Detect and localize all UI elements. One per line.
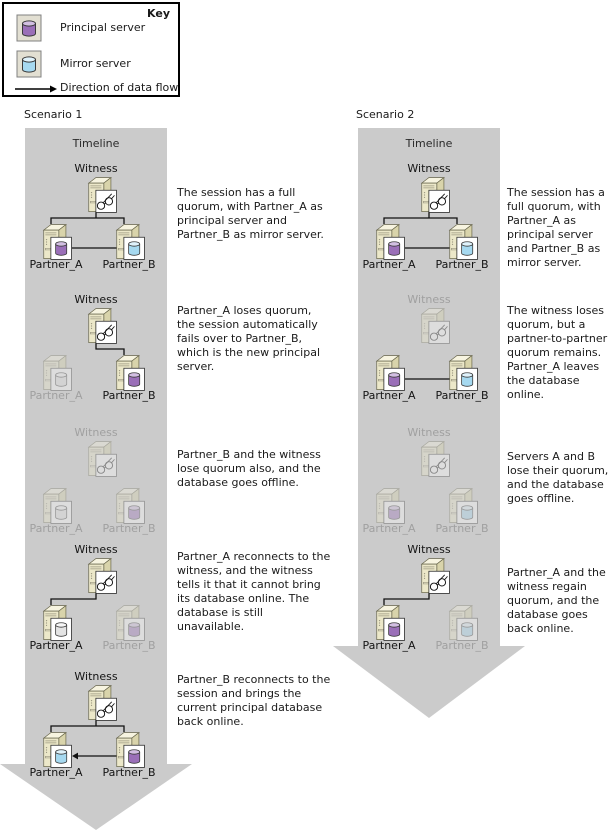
stage-description: Partner_B reconnects to the session and brings the current principal database back online. xyxy=(177,673,331,728)
database-cylinder-icon xyxy=(457,501,478,523)
partner-b-server-icon xyxy=(112,486,150,526)
partner-b-server-icon xyxy=(445,222,483,262)
stage-description: The witness loses quorum, but a partner-to-partner quorum remains. Partner_A leaves the database online. xyxy=(507,304,608,401)
partner-b-server-icon xyxy=(112,222,150,262)
scenario2-timeline-label: Timeline xyxy=(405,137,453,150)
partner-a-server-icon xyxy=(372,353,410,393)
partner-a-label: Partner_A xyxy=(362,522,416,535)
database-cylinder-icon xyxy=(124,745,145,767)
partner-b-server-icon xyxy=(112,603,150,643)
database-cylinder-icon xyxy=(384,368,405,390)
witness-server-icon xyxy=(417,306,455,346)
scenario2-stage-4 xyxy=(358,543,500,655)
scenario2-stage-2 xyxy=(358,293,500,405)
scenario2-title: Scenario 2 xyxy=(356,108,415,121)
partner-a-server-icon xyxy=(39,486,77,526)
glasses-icon xyxy=(96,571,117,593)
glasses-icon xyxy=(96,454,117,476)
database-cylinder-icon xyxy=(384,501,405,523)
stage-description: The session has a full quorum, with Partner_A as principal server and Partner_B as mirror server. xyxy=(177,186,324,241)
scenario1-stage-3 xyxy=(25,426,167,538)
partner-b-label: Partner_B xyxy=(435,258,489,271)
key-legend xyxy=(2,2,180,97)
witness-label: Witness xyxy=(407,162,451,175)
partner-b-label: Partner_B xyxy=(102,766,156,779)
partner-a-label: Partner_A xyxy=(362,639,416,652)
scenario1-timeline-label: Timeline xyxy=(72,137,120,150)
database-cylinder-icon xyxy=(124,237,145,259)
witness-label: Witness xyxy=(74,293,118,306)
database-cylinder-icon xyxy=(51,618,72,640)
partner-a-server-icon xyxy=(372,486,410,526)
partner-a-server-icon xyxy=(372,603,410,643)
partner-a-server-icon xyxy=(372,222,410,262)
data-flow-label: Direction of data flow xyxy=(60,81,179,94)
scenario2-stage-1 xyxy=(358,162,500,274)
partner-b-server-icon xyxy=(445,353,483,393)
mirror-server-icon xyxy=(16,50,42,78)
scenario1-stage-1 xyxy=(25,162,167,274)
key-title: Key xyxy=(147,7,170,20)
partner-a-server-icon xyxy=(39,730,77,770)
partner-b-server-icon xyxy=(445,603,483,643)
partner-a-server-icon xyxy=(39,353,77,393)
witness-server-icon xyxy=(417,439,455,479)
database-cylinder-icon xyxy=(51,745,72,767)
partner-a-label: Partner_A xyxy=(29,766,83,779)
glasses-icon xyxy=(429,454,450,476)
glasses-icon xyxy=(96,321,117,343)
partner-b-label: Partner_B xyxy=(435,639,489,652)
scenario1-stage-2 xyxy=(25,293,167,405)
glasses-icon xyxy=(429,321,450,343)
glasses-icon xyxy=(96,698,117,720)
partner-a-label: Partner_A xyxy=(29,522,83,535)
witness-label: Witness xyxy=(74,543,118,556)
witness-server-icon xyxy=(417,175,455,215)
partner-a-server-icon xyxy=(39,603,77,643)
partner-b-server-icon xyxy=(112,730,150,770)
database-cylinder-icon xyxy=(51,237,72,259)
scenario1-title: Scenario 1 xyxy=(24,108,83,121)
partner-a-label: Partner_A xyxy=(362,389,416,402)
stage-description: Partner_A reconnects to the witness, and the witness tells it that it cannot bring its database online. The database is still unavailable. xyxy=(177,550,331,633)
principal-server-label: Principal server xyxy=(60,21,146,34)
partner-a-label: Partner_A xyxy=(29,639,83,652)
database-cylinder-icon xyxy=(457,237,478,259)
witness-server-icon xyxy=(84,439,122,479)
scenario1-stage-5 xyxy=(25,670,167,782)
mirror-server-label: Mirror server xyxy=(60,57,131,70)
witness-label: Witness xyxy=(407,293,451,306)
glasses-icon xyxy=(429,190,450,212)
witness-server-icon xyxy=(84,556,122,596)
partner-a-label: Partner_A xyxy=(29,389,83,402)
partner-a-label: Partner_A xyxy=(362,258,416,271)
database-cylinder-icon xyxy=(384,618,405,640)
stage-description: The session has a full quorum, with Partner_A as principal server and Partner_B as mirror server. xyxy=(507,186,605,269)
database-cylinder-icon xyxy=(384,237,405,259)
witness-server-icon xyxy=(84,175,122,215)
principal-server-icon xyxy=(16,14,42,42)
data-flow-arrow-icon xyxy=(14,84,58,94)
stage-description: Partner_A and the witness regain quorum, and the database goes back online. xyxy=(507,566,606,635)
glasses-icon xyxy=(96,190,117,212)
database-cylinder-icon xyxy=(124,618,145,640)
witness-label: Witness xyxy=(407,426,451,439)
partner-b-label: Partner_B xyxy=(435,522,489,535)
partner-a-label: Partner_A xyxy=(29,258,83,271)
scenario2-stage-3 xyxy=(358,426,500,538)
witness-server-icon xyxy=(84,306,122,346)
database-cylinder-icon xyxy=(124,368,145,390)
stage-description: Partner_B and the witness lose quorum also, and the database goes offline. xyxy=(177,448,321,489)
partner-b-server-icon xyxy=(445,486,483,526)
scenario1-stage-4 xyxy=(25,543,167,655)
witness-label: Witness xyxy=(74,162,118,175)
partner-b-server-icon xyxy=(112,353,150,393)
database-cylinder-icon xyxy=(457,618,478,640)
witness-label: Witness xyxy=(74,426,118,439)
glasses-icon xyxy=(429,571,450,593)
database-cylinder-icon xyxy=(51,368,72,390)
partner-b-label: Partner_B xyxy=(102,389,156,402)
partner-b-label: Partner_B xyxy=(435,389,489,402)
partner-a-server-icon xyxy=(39,222,77,262)
witness-label: Witness xyxy=(74,670,118,683)
database-cylinder-icon xyxy=(51,501,72,523)
witness-server-icon xyxy=(417,556,455,596)
database-cylinder-icon xyxy=(124,501,145,523)
stage-description: Partner_A loses quorum, the session automatically fails over to Partner_B, which is the new principal server. xyxy=(177,304,321,373)
partner-b-label: Partner_B xyxy=(102,522,156,535)
stage-description: Servers A and B lose their quorum, and the database goes offline. xyxy=(507,450,609,505)
partner-b-label: Partner_B xyxy=(102,258,156,271)
witness-server-icon xyxy=(84,683,122,723)
partner-b-label: Partner_B xyxy=(102,639,156,652)
witness-label: Witness xyxy=(407,543,451,556)
database-cylinder-icon xyxy=(457,368,478,390)
